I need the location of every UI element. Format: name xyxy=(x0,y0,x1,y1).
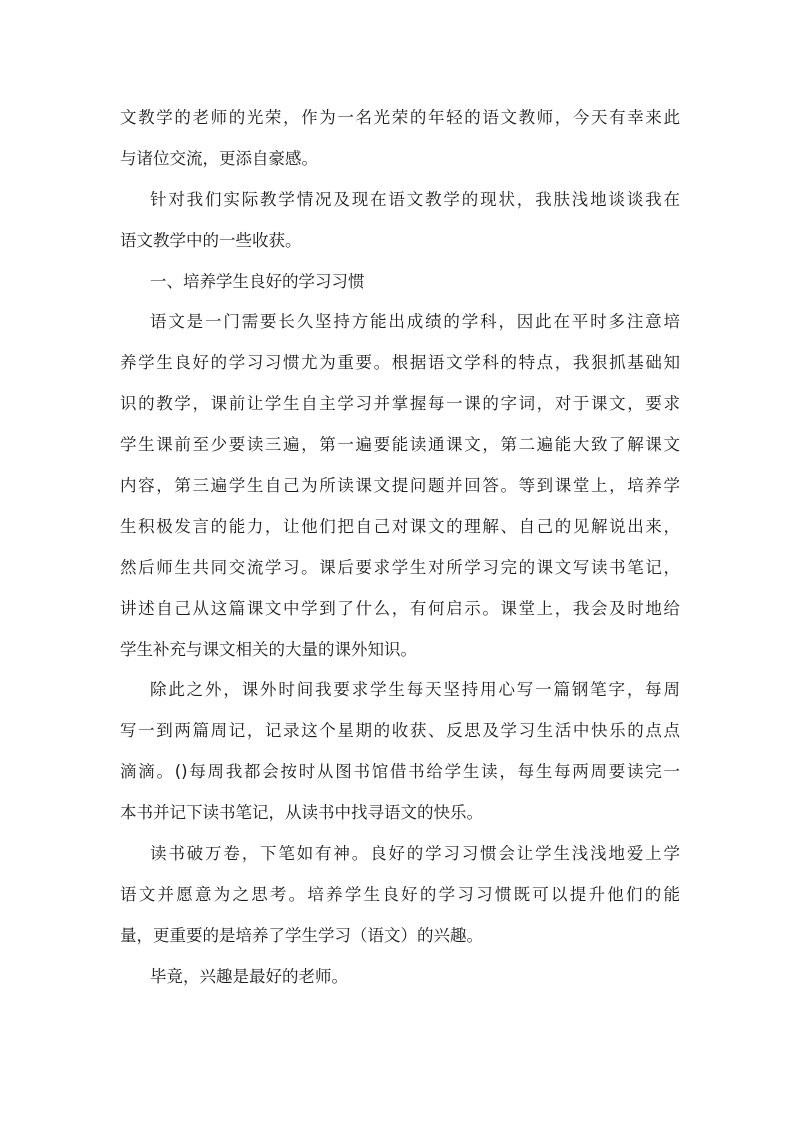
text-line: 生积极发言的能力，让他们把自己对课文的理解、自己的见解说出来， xyxy=(120,516,680,536)
text-line: 语文是一门需要长久坚持方能出成绩的学科，因此在平时多注意培 xyxy=(150,312,680,332)
text-line: 写一到两篇周记，记录这个星期的收获、反思及学习生活中快乐的点点 xyxy=(120,721,680,741)
text-line: 本书并记下读书笔记，从读书中找寻语文的快乐。 xyxy=(120,803,483,823)
text-line: 内容，第三遍学生自己为所读课文提问题并回答。等到课堂上，培养学 xyxy=(120,476,680,496)
text-line: 量，更重要的是培养了学生学习（语文）的兴趣。 xyxy=(120,925,483,945)
text-line: 语文教学中的一些收获。 xyxy=(120,230,302,250)
text-line: 语文并愿意为之思考。培养学生良好的学习习惯既可以提升他们的能 xyxy=(120,884,680,904)
paragraph-p3 xyxy=(120,262,680,303)
document-body xyxy=(120,98,680,998)
text-line: 读书破万卷，下笔如有神。良好的学习习惯会让学生浅浅地爱上学 xyxy=(150,844,680,864)
text-line: 针对我们实际教学情况及现在语文教学的现状，我肤浅地谈谈我在 xyxy=(150,189,680,209)
text-line: 然后师生共同交流学习。课后要求学生对所学习完的课文写读书笔记， xyxy=(120,557,680,577)
text-line: 滴滴。()每周我都会按时从图书馆借书给学生读，每生每两周要读完一 xyxy=(120,762,680,782)
text-line: 养学生良好的学习习惯尤为重要。根据语文学科的特点，我狠抓基础知 xyxy=(120,353,680,373)
text-line: 毕竟，兴趣是最好的老师。 xyxy=(150,966,348,986)
text-line: 除此之外，课外时间我要求学生每天坚持用心写一篇钢笔字，每周 xyxy=(150,680,680,700)
text-line: 文教学的老师的光荣，作为一名光荣的年轻的语文教师，今天有幸来此 xyxy=(120,108,680,127)
text-line: 讲述自己从这篇课文中学到了什么，有何启示。课堂上，我会及时地给 xyxy=(120,598,680,618)
paragraph-p5 xyxy=(120,670,680,834)
text-line: 学生课前至少要读三遍，第一遍要能读通课文，第二遍能大致了解课文 xyxy=(120,435,680,455)
text-line: 识的教学，课前让学生自主学习并掌握每一课的字词，对于课文，要求 xyxy=(120,394,680,414)
paragraph-p1 xyxy=(120,98,680,180)
text-line: 学生补充与课文相关的大量的课外知识。 xyxy=(120,639,417,659)
text-line: 一、培养学生良好的学习习惯 xyxy=(150,271,365,291)
paragraph-p6 xyxy=(120,834,680,957)
text-line: 与诸位交流，更添自豪感。 xyxy=(120,148,318,168)
paragraph-p7 xyxy=(120,957,680,998)
paragraph-p4 xyxy=(120,302,680,670)
paragraph-p2 xyxy=(120,180,680,262)
